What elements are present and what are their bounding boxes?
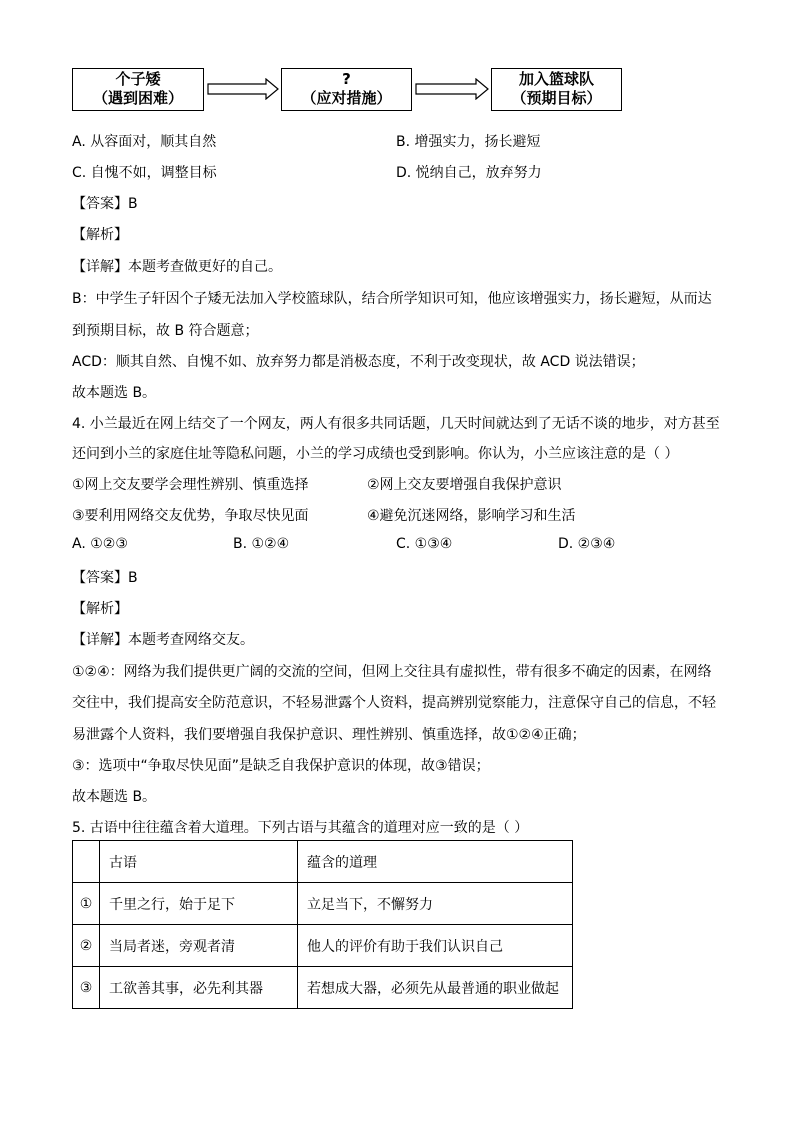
flow-arrow-1-icon [206,78,280,100]
q3-analysis-line-1: B：中学生子轩因个子矮无法加入学校篮球队，结合所学知识可知，他应该增强实力，扬长避短，从而达 [72,291,712,307]
flow-box-goal-subtitle: （预期目标） [511,89,602,107]
q4-stem-line-2: 还问到小兰的家庭住址等隐私问题，小兰的学习成绩也受到影响。你认为，小兰应该注意的是（ ） [72,446,679,462]
q4-item-2: ②网上交友要增强自我保护意识 [367,477,562,493]
flow-box-measure-title: ? [342,70,351,88]
table-cell: 千里之行，始于足下 [100,883,298,925]
flow-box-difficulty-subtitle: （遇到困难） [92,89,183,107]
q4-option-a: A. ①②③ [72,536,128,552]
flow-box-goal-title: 加入篮球队 [518,70,594,88]
q3-analysis-line-2: 到预期目标，故 B 符合题意； [72,323,259,339]
q3-option-c: C. 自愧不如，调整目标 [72,165,217,181]
flow-arrow-2-icon [414,78,490,100]
q4-item-4: ④避免沉迷网络，影响学习和生活 [367,508,576,524]
table-cell: 立足当下，不懈努力 [298,883,573,925]
q4-analysis-line-2: 交往中，我们提高安全防范意识，不轻易泄露个人资料，提高辨别觉察能力，注意保守自己的信息，不轻 [72,695,716,711]
flow-box-difficulty-title: 个子矮 [115,70,161,88]
table-cell: 他人的评价有助于我们认识自己 [298,925,573,967]
table-header-cell: 古语 [100,841,298,883]
q4-conclusion: 故本题选 B。 [72,789,157,805]
q3-analysis-title: 【解析】 [72,227,128,243]
table-cell: ② [73,925,100,967]
table-row [73,967,573,1009]
q3-option-a: A. 从容面对，顺其自然 [72,134,217,150]
flow-box-difficulty [72,68,204,111]
table-header-row [73,841,573,883]
q4-item-3: ③要利用网络交友优势，争取尽快见面 [72,508,309,524]
q3-option-d: D. 悦纳自己，放弃努力 [396,165,542,181]
q4-option-c: C. ①③④ [396,536,453,552]
q4-detail: 【详解】本题考查网络交友。 [72,632,254,648]
q3-detail: 【详解】本题考查做更好的自己。 [72,259,282,275]
table-cell: 当局者迷，旁观者清 [100,925,298,967]
q4-option-b: B. ①②④ [233,536,290,552]
table-cell: 工欲善其事，必先利其器 [100,967,298,1009]
q4-answer: 【答案】B [72,570,138,586]
q4-analysis-line-1: ①②④：网络为我们提供更广阔的交流的空间，但网上交往具有虚拟性，带有很多不确定的因素，在网络 [72,664,712,680]
q3-conclusion: 故本题选 B。 [72,385,157,401]
q3-analysis-line-3: ACD：顺其自然、自愧不如、放弃努力都是消极态度，不利于改变现状，故 ACD 说法错误； [72,354,645,370]
q4-stem-line-1: 4. 小兰最近在网上结交了一个网友，两人有很多共同话题，几天时间就达到了无话不谈的地步，对方甚至 [72,416,720,432]
table-row [73,883,573,925]
table-cell: ① [73,883,100,925]
q4-analysis-line-3: 易泄露个人资料，我们要增强自我保护意识、理性辨别、慎重选择，故①②④正确； [72,727,586,743]
q5-table [72,840,573,1009]
q4-analysis-line-4: ③：选项中“争取尽快见面”是缺乏自我保护意识的体现，故③错误； [72,758,490,774]
flow-box-measure-subtitle: （应对措施） [301,89,392,107]
q4-analysis-title: 【解析】 [72,601,128,617]
q3-option-b: B. 增强实力，扬长避短 [396,134,541,150]
table-header-cell: 蕴含的道理 [298,841,573,883]
table-cell: ③ [73,967,100,1009]
q4-option-d: D. ②③④ [558,536,616,552]
table-header-cell [73,841,100,883]
table-cell: 若想成大器，必须先从最普通的职业做起 [298,967,573,1009]
table-row [73,925,573,967]
q3-answer: 【答案】B [72,196,138,212]
q4-item-1: ①网上交友要学会理性辨别、慎重选择 [72,477,309,493]
q5-stem: 5. 古语中往往蕴含着大道理。下列古语与其蕴含的道理对应一致的是（ ） [72,820,529,836]
flow-box-goal [491,68,622,111]
flow-box-measure [281,68,412,111]
